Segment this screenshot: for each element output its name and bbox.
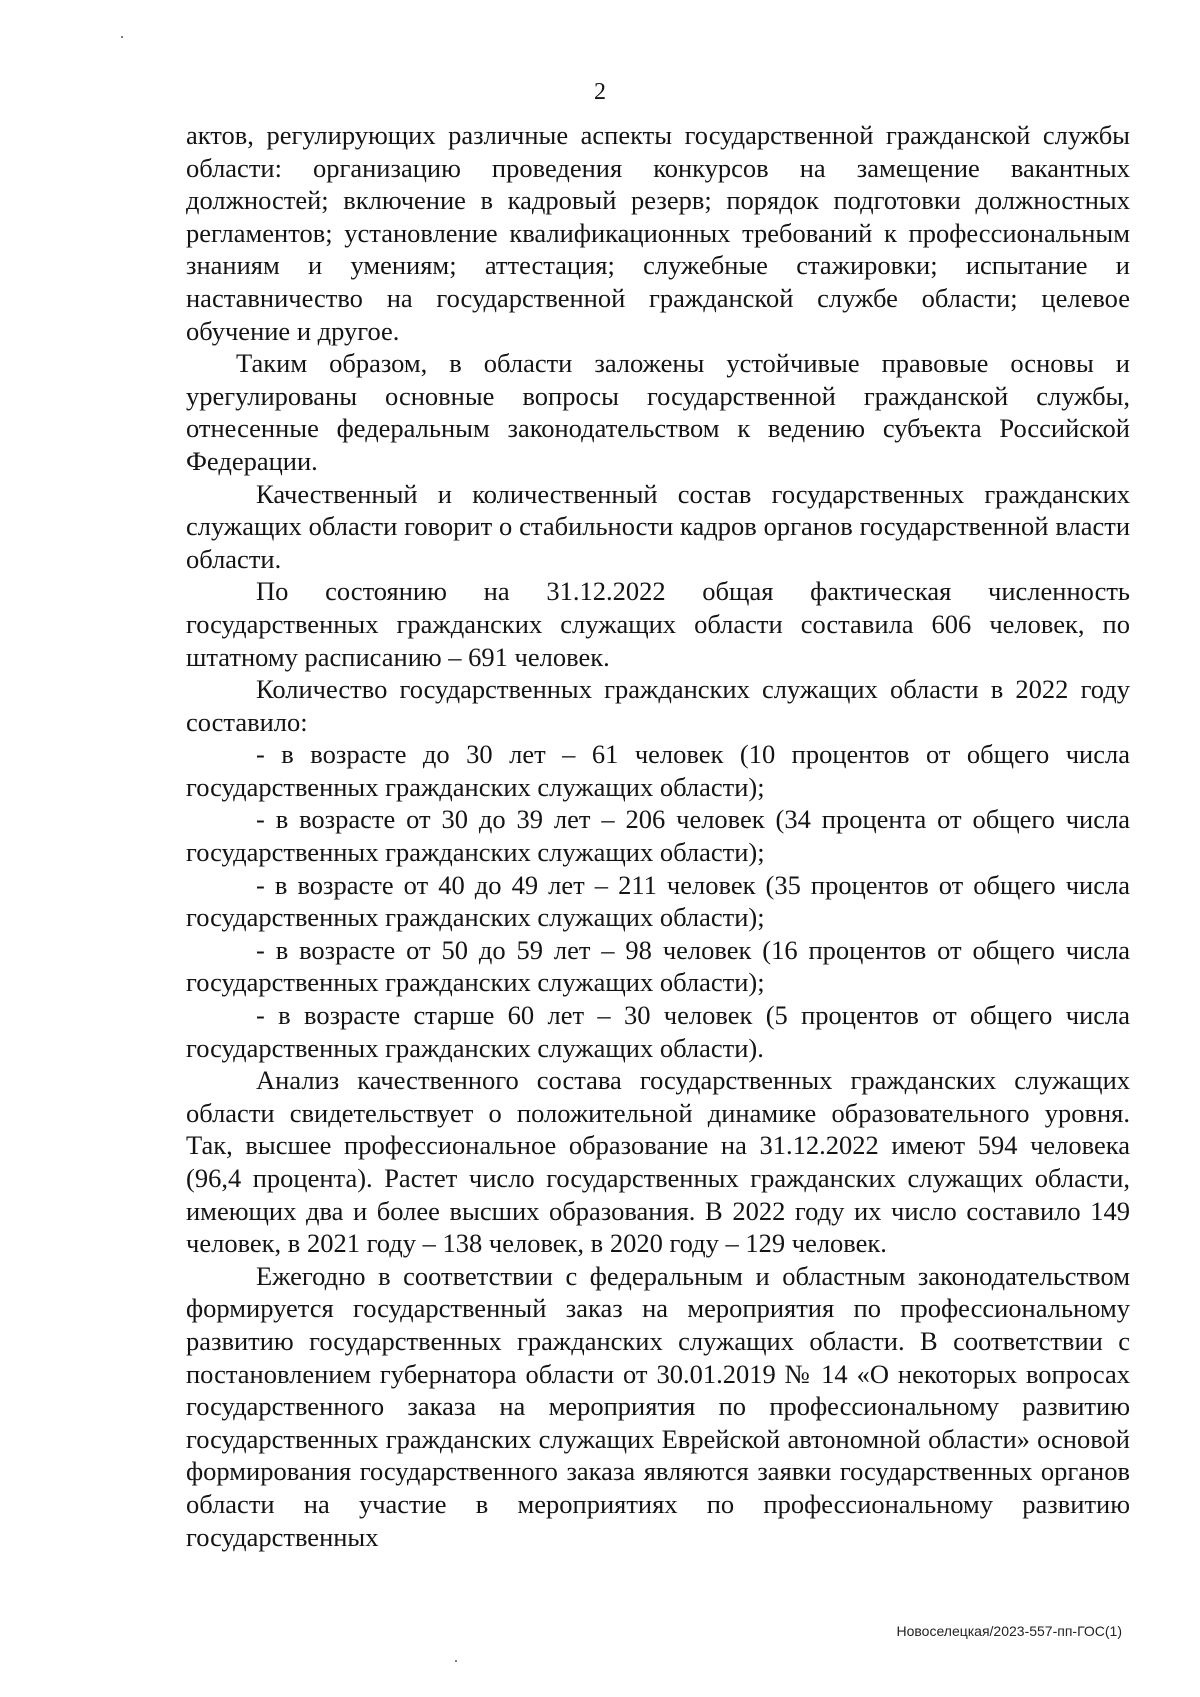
body-text (186, 119, 1130, 1553)
document-footer-id: Новоселецкая/2023-557-пп-ГОС(1) (896, 1623, 1122, 1639)
list-item-age-30-39: - в возрасте от 30 до 39 лет – 206 человек (34 процента от общего числа государственных гражданских служащих области); (186, 804, 1130, 868)
paragraph-education: Анализ качественного состава государственных гражданских служащих области свидетельствует о положительной динамике образовательного уровня. Так, высшее профессиональное образование на 31.12.2022 имеют 594 человека (96,4 процента). Растет число государственных гражданских служащих области, имеющих два и более высших образования. В 2022 году их число составило 149 человек, в 2021 году – 138 человек, в 2020 году – 129 человек. (186, 1065, 1130, 1259)
paragraph-legal-basis: Таким образом, в области заложены устойчивые правовые основы и урегулированы основные вопросы государственной гражданской службы, отнесенные федеральным законодательством к ведению субъекта Российской Федерации. (186, 348, 1130, 476)
page-number: 2 (594, 79, 606, 105)
list-item-age-over-60: - в возрасте старше 60 лет – 30 человек (5 процентов от общего числа государственных гражданских служащих области). (186, 1000, 1130, 1063)
paragraph-staff-stability: Качественный и количественный состав государственных гражданских служащих области говорит о стабильности кадров органов государственной власти области. (186, 478, 1130, 574)
scan-speck (455, 1660, 457, 1662)
list-item-age-40-49: - в возрасте от 40 до 49 лет – 211 человек (35 процентов от общего числа государственных гражданских служащих области); (186, 869, 1130, 933)
list-item-age-under-30: - в возрасте до 30 лет – 61 человек (10 процентов от общего числа государственных гражданских служащих области); (186, 739, 1130, 802)
list-item-age-50-59: - в возрасте от 50 до 59 лет – 98 человек (16 процентов от общего числа государственных гражданских служащих области); (186, 934, 1130, 998)
paragraph-age-intro: Количество государственных гражданских служащих области в 2022 году составило: (186, 674, 1130, 737)
paragraph-legal-acts: актов, регулирующих различные аспекты государственной гражданской службы области: организацию проведения конкурсов на замещение вакантных должностей; включение в кадровый резерв; порядок подготовки должностных регламентов; установление квалификационных требований к профессиональным знаниям и умениям; аттестация; служебные стажировки; испытание и наставничество на государственной гражданской службе области; целевое обучение и другое. (186, 120, 1130, 346)
paragraph-state-order: Ежегодно в соответствии с федеральным и областным законодательством формируется государственный заказ на мероприятия по профессиональному развитию государственных гражданских служащих области. В соответствии с постановлением губернатора области от 30.01.2019 № 14 «О некоторых вопросах государственного заказа на мероприятия по профессиональному развитию государственных гражданских служащих Еврейской автономной области» основой формирования государственного заказа являются заявки государственных органов области на участие в мероприятиях по профессиональному развитию государственных (186, 1260, 1130, 1552)
scan-speck (121, 36, 123, 38)
paragraph-headcount: По состоянию на 31.12.2022 общая фактическая численность государственных гражданских служащих области составила 606 человек, по штатному расписанию – 691 человек. (186, 576, 1130, 672)
